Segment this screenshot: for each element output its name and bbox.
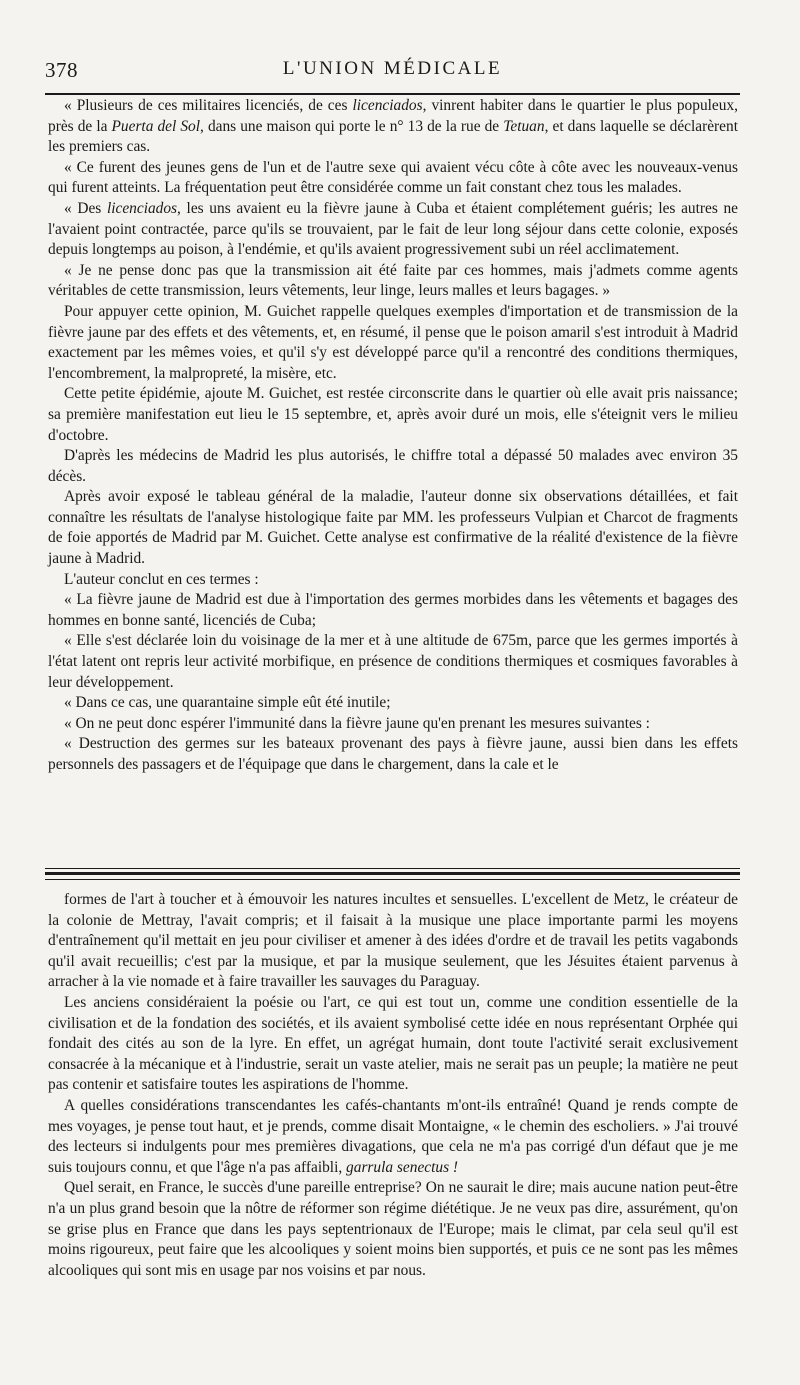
paragraph (48, 1178, 738, 1281)
text-run: Après avoir exposé le tableau général de la maladie, l'auteur donne six observations détaillées, et fait connaître les résultats de l'analyse histologique faite par MM. les professeurs Vulpian et Charcot de fragments de foie apportés de Madrid par M. Guichet. Cette analyse est confirmative de la réalité d'existence de la fièvre jaune à Madrid. (48, 488, 738, 568)
text-run: L'auteur conclut en ces termes : (64, 570, 259, 588)
text-run: « La fièvre jaune de Madrid est due à l'importation des germes morbides dans les vêtements et bagages des hommes en bonne santé, licenciés de Cuba; (48, 591, 738, 629)
text-run: A quelles considérations transcendantes les cafés-chantants m'ont-ils entraîné! Quand je rends compte de mes voyages, je pense tout haut, et je prends, comme disait Montaigne, « le chemin des escholiers. » J'ai trouvé des lecteurs si indulgents pour mes premières divagations, que cela ne m'a pas corrigé d'un défaut que je me suis toujours connu, et que l'âge n'a pas affaibli, (48, 1096, 738, 1176)
paragraph (48, 384, 738, 446)
italic-text-run: licenciados (352, 97, 423, 114)
paragraph (48, 302, 738, 384)
paragraph (48, 487, 738, 569)
italic-text-run: Tetuan (503, 117, 545, 135)
text-run: Quel serait, en France, le succès d'une pareille entreprise? On ne saurait le dire; mais aucune nation peut-être n'a un plus grand besoin que la nôtre de réformer son régime diététique. Je ne veux pas dire, assurément, qu'on se grise plus en France que dans les pays septentrionaux de l'Europe; mais le climat, par cela seul qu'il est moins rigoureux, peut faire que les alcooliques y soient moins bien supportés, et puis ce ne sont pas les mêmes alcooliques qui sont mis en usage par nos voisins et par nous. (48, 1179, 738, 1279)
text-run: D'après les médecins de Madrid les plus autorisés, le chiffre total a dépassé 50 malades avec environ 35 décès. (48, 447, 738, 485)
text-run: Pour appuyer cette opinion, M. Guichet rappelle quelques exemples d'importation et de transmission de la fièvre jaune par des effets et des vêtements, et, en résumé, il pense que le poison amaril s'est introduit à Madrid exactement par les mêmes voies, et qu'il s'y est développé parce qu'il a rencontré des conditions thermiques, l'encombrement, la malpropreté, la misère, etc. (48, 302, 738, 382)
paragraph (48, 261, 738, 302)
text-run: « On ne peut donc espérer l'immunité dans la fièvre jaune qu'en prenant les mesures suivantes : (64, 714, 650, 732)
main-article (48, 96, 738, 776)
text-run: « Destruction des germes sur les bateaux provenant des pays à fièvre jaune, aussi bien dans les effets personnels des passagers et de l'équipage que dans le chargement, dans la cale et le (48, 735, 738, 773)
paragraph (48, 96, 738, 158)
italic-text-run: Puerta del Sol (111, 117, 201, 135)
header-rule (45, 93, 740, 95)
text-run: « Je ne pense donc pas que la transmission ait été faite par ces hommes, mais j'admets comme agents véritables de cette transmission, leurs vêtements, leur linge, leurs malles et leurs bagages. » (48, 261, 738, 300)
paragraph (48, 570, 738, 591)
text-run: , et dans laquelle se déclarèrent les premiers cas. (48, 117, 738, 156)
text-run: Les anciens considéraient la poésie ou l'art, ce qui est tout un, comme une condition essentielle de la civilisation et de la fondation des sociétés, et ils avaient symbolisé cette idée en nous représentant Orphée qui fondait des cités au son de la lyre. En effet, un agrégat humain, dont toute l'activité serait exclusivement consacrée à la mécanique et à l'industrie, serait un vaste atelier, mais ne serait pas un peuple; la matière ne peut pas contenir et satisfaire toutes les aspirations de l'homme. (48, 993, 738, 1094)
text-run: , vinrent habiter dans le quartier le plus populeux, près de la (48, 97, 738, 135)
text-run: , dans une maison qui porte le n° 13 de la rue de (200, 117, 504, 135)
feuilleton-separator (45, 872, 740, 875)
text-run: « Elle s'est déclarée loin du voisinage de la mer et à une altitude de 675m, parce que les germes importés à l'état latent ont repris leur activité morbifique, en présence de conditions thermiques et cosmiques favorables à leur développement. (48, 632, 738, 691)
text-run: « Plusieurs de ces militaires licenciés, de ces (64, 97, 353, 114)
paragraph (48, 1096, 738, 1178)
paragraph (48, 734, 738, 775)
feuilleton-article (48, 890, 738, 1281)
feuilleton-separator (45, 879, 740, 880)
text-run: « Des (64, 199, 107, 217)
paragraph (48, 693, 738, 714)
feuilleton-separator (45, 868, 740, 869)
running-title: L'UNION MÉDICALE (282, 58, 503, 79)
italic-text-run: garrula senectus ! (346, 1158, 459, 1176)
paragraph (48, 890, 738, 993)
text-run: formes de l'art à toucher et à émouvoir les natures incultes et sensuelles. L'excellent de Metz, le créateur de la colonie de Mettray, l'avait compris; et il faisait à la musique une place importante parmi les moyens d'entraînement qu'il mettait en jeu pour civiliser et amener à des idées d'ordre et de travail les petits vagabonds qu'il avait recueillis; c'est par la musique, et par la musique seulement, que les Jésuites étaient parvenus à arracher à la vie nomade et à faire travailler les sauvages du Paraguay. (48, 891, 738, 991)
text-run: « Dans ce cas, une quarantaine simple eût été inutile; (64, 694, 391, 712)
paragraph (48, 446, 738, 487)
paragraph (48, 631, 738, 693)
text-run: , les uns avaient eu la fièvre jaune à Cuba et étaient complétement guéris; les autres ne l'avaient point contractée, parce qu'ils se trouvaient, par le fait de leur long séjour dans cette colonie, exposés depuis longtemps au poison, à l'endémie, et qu'ils avaient progressivement subi un réel acclimatement. (48, 199, 739, 259)
page-number: 378 (45, 58, 78, 82)
page-header (45, 58, 740, 86)
paragraph (48, 993, 738, 1096)
paragraph (48, 199, 738, 261)
paragraph (48, 590, 738, 631)
paragraph (48, 158, 738, 199)
text-run: Cette petite épidémie, ajoute M. Guichet, est restée circonscrite dans le quartier où elle avait pris naissance; sa première manifestation eut lieu le 15 septembre, et, après avoir duré un mois, elle s'éteignit vers le milieu d'octobre. (48, 385, 738, 444)
text-run: « Ce furent des jeunes gens de l'un et de l'autre sexe qui avaient vécu côte à côte avec les nouveaux-venus qui furent atteints. La fréquentation peut être considérée comme un fait constant chez tous les malades. (48, 158, 738, 197)
paragraph (48, 714, 738, 735)
italic-text-run: licenciados (106, 199, 178, 217)
